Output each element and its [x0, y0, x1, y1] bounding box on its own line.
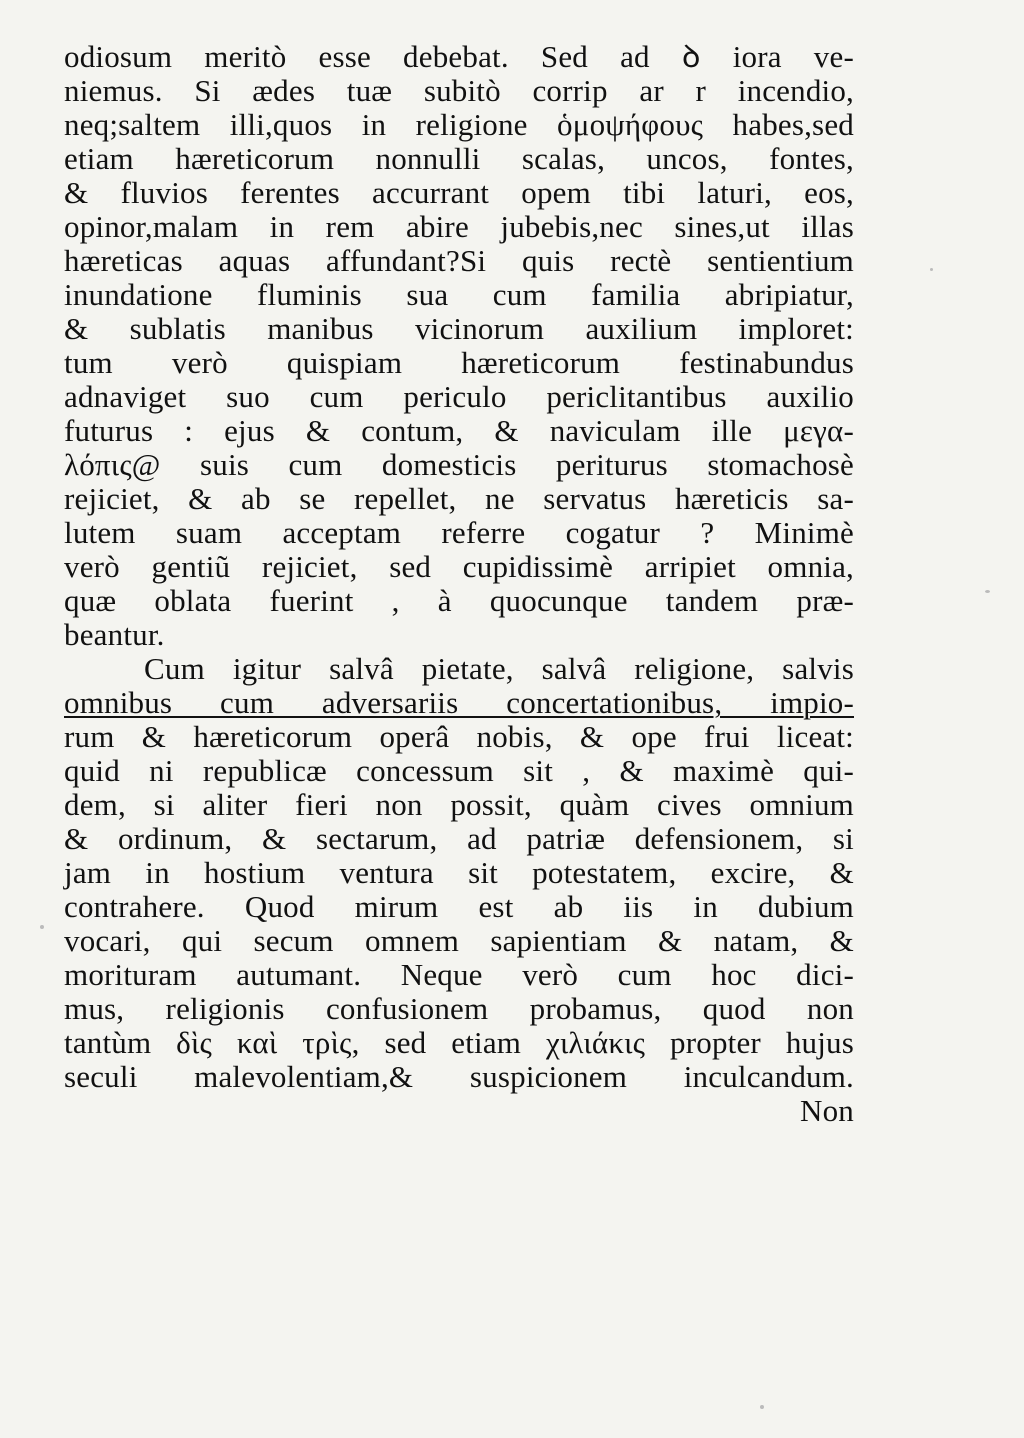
- paper-speck: [760, 1405, 764, 1409]
- text-line: futurus : ejus & contum, & naviculam ille μεγα-: [64, 413, 854, 448]
- text-line: adnaviget suo cum periculo periclitantibus auxilio: [64, 379, 854, 414]
- text-line: & sublatis manibus vicinorum auxilium imploret:: [64, 311, 854, 346]
- catchword: Non: [800, 1093, 854, 1128]
- text-line: quæ oblata fuerint , à quocunque tandem præ-: [64, 583, 854, 618]
- text-line: jam in hostium ventura sit potestatem, excire, &: [64, 855, 854, 890]
- text-line: etiam hæreticorum nonnulli scalas, uncos, fontes,: [64, 141, 854, 176]
- text-line: beantur.: [64, 617, 165, 652]
- paper-speck: [930, 268, 933, 271]
- text-line: contrahere. Quod mirum est ab iis in dubium: [64, 889, 854, 924]
- paper-speck: [985, 590, 990, 593]
- paragraph-start-line: Cum igitur salvâ pietate, salvâ religione, salvis: [144, 651, 854, 686]
- text-line: λόπις@ suis cum domesticis periturus stomachosè: [64, 447, 854, 482]
- text-line: verò gentiũ rejiciet, sed cupidissimè arripiet omnia,: [64, 549, 854, 584]
- text-line: rum & hæreticorum operâ nobis, & ope frui liceat:: [64, 719, 854, 754]
- text-line: seculi malevolentiam,& suspicionem inculcandum.: [64, 1059, 854, 1094]
- text-line: rejiciet, & ab se repellet, ne servatus hæreticis sa-: [64, 481, 854, 516]
- text-line: & ordinum, & sectarum, ad patriæ defensionem, si: [64, 821, 854, 856]
- text-line: niemus. Si ædes tuæ subitò corrip ar r incendio,: [64, 73, 854, 108]
- text-line: quid ni republicæ concessum sit , & maximè qui-: [64, 753, 854, 788]
- text-line: hæreticas aquas affundant?Si quis rectè sentientium: [64, 243, 854, 278]
- underlined-text-line: omnibus cum adversariis concertationibus, impio-: [64, 685, 854, 720]
- text-line: tum verò quispiam hæreticorum festinabundus: [64, 345, 854, 380]
- text-line: neq;saltem illi,quos in religione ὁμοψήφους habes,sed: [64, 107, 854, 142]
- text-line: odiosum meritò esse debebat. Sed ad ꝺ iora ve-: [64, 39, 854, 74]
- text-line: opinor,malam in rem abire jubebis,nec sines,ut illas: [64, 209, 854, 244]
- paper-speck: [40, 925, 44, 929]
- text-block: [64, 40, 854, 1128]
- text-line: lutem suam acceptam referre cogatur ? Minimè: [64, 515, 854, 550]
- text-line: & fluvios ferentes accurrant opem tibi laturi, eos,: [64, 175, 854, 210]
- text-line: inundatione fluminis sua cum familia abripiatur,: [64, 277, 854, 312]
- text-line: vocari, qui secum omnem sapientiam & natam, &: [64, 923, 854, 958]
- text-line: tantùm δὶς καὶ τρὶς, sed etiam χιλιάκις propter hujus: [64, 1025, 854, 1060]
- text-line: morituram autumant. Neque verò cum hoc dici-: [64, 957, 854, 992]
- text-line: mus, religionis confusionem probamus, quod non: [64, 991, 854, 1026]
- text-line: dem, si aliter fieri non possit, quàm cives omnium: [64, 787, 854, 822]
